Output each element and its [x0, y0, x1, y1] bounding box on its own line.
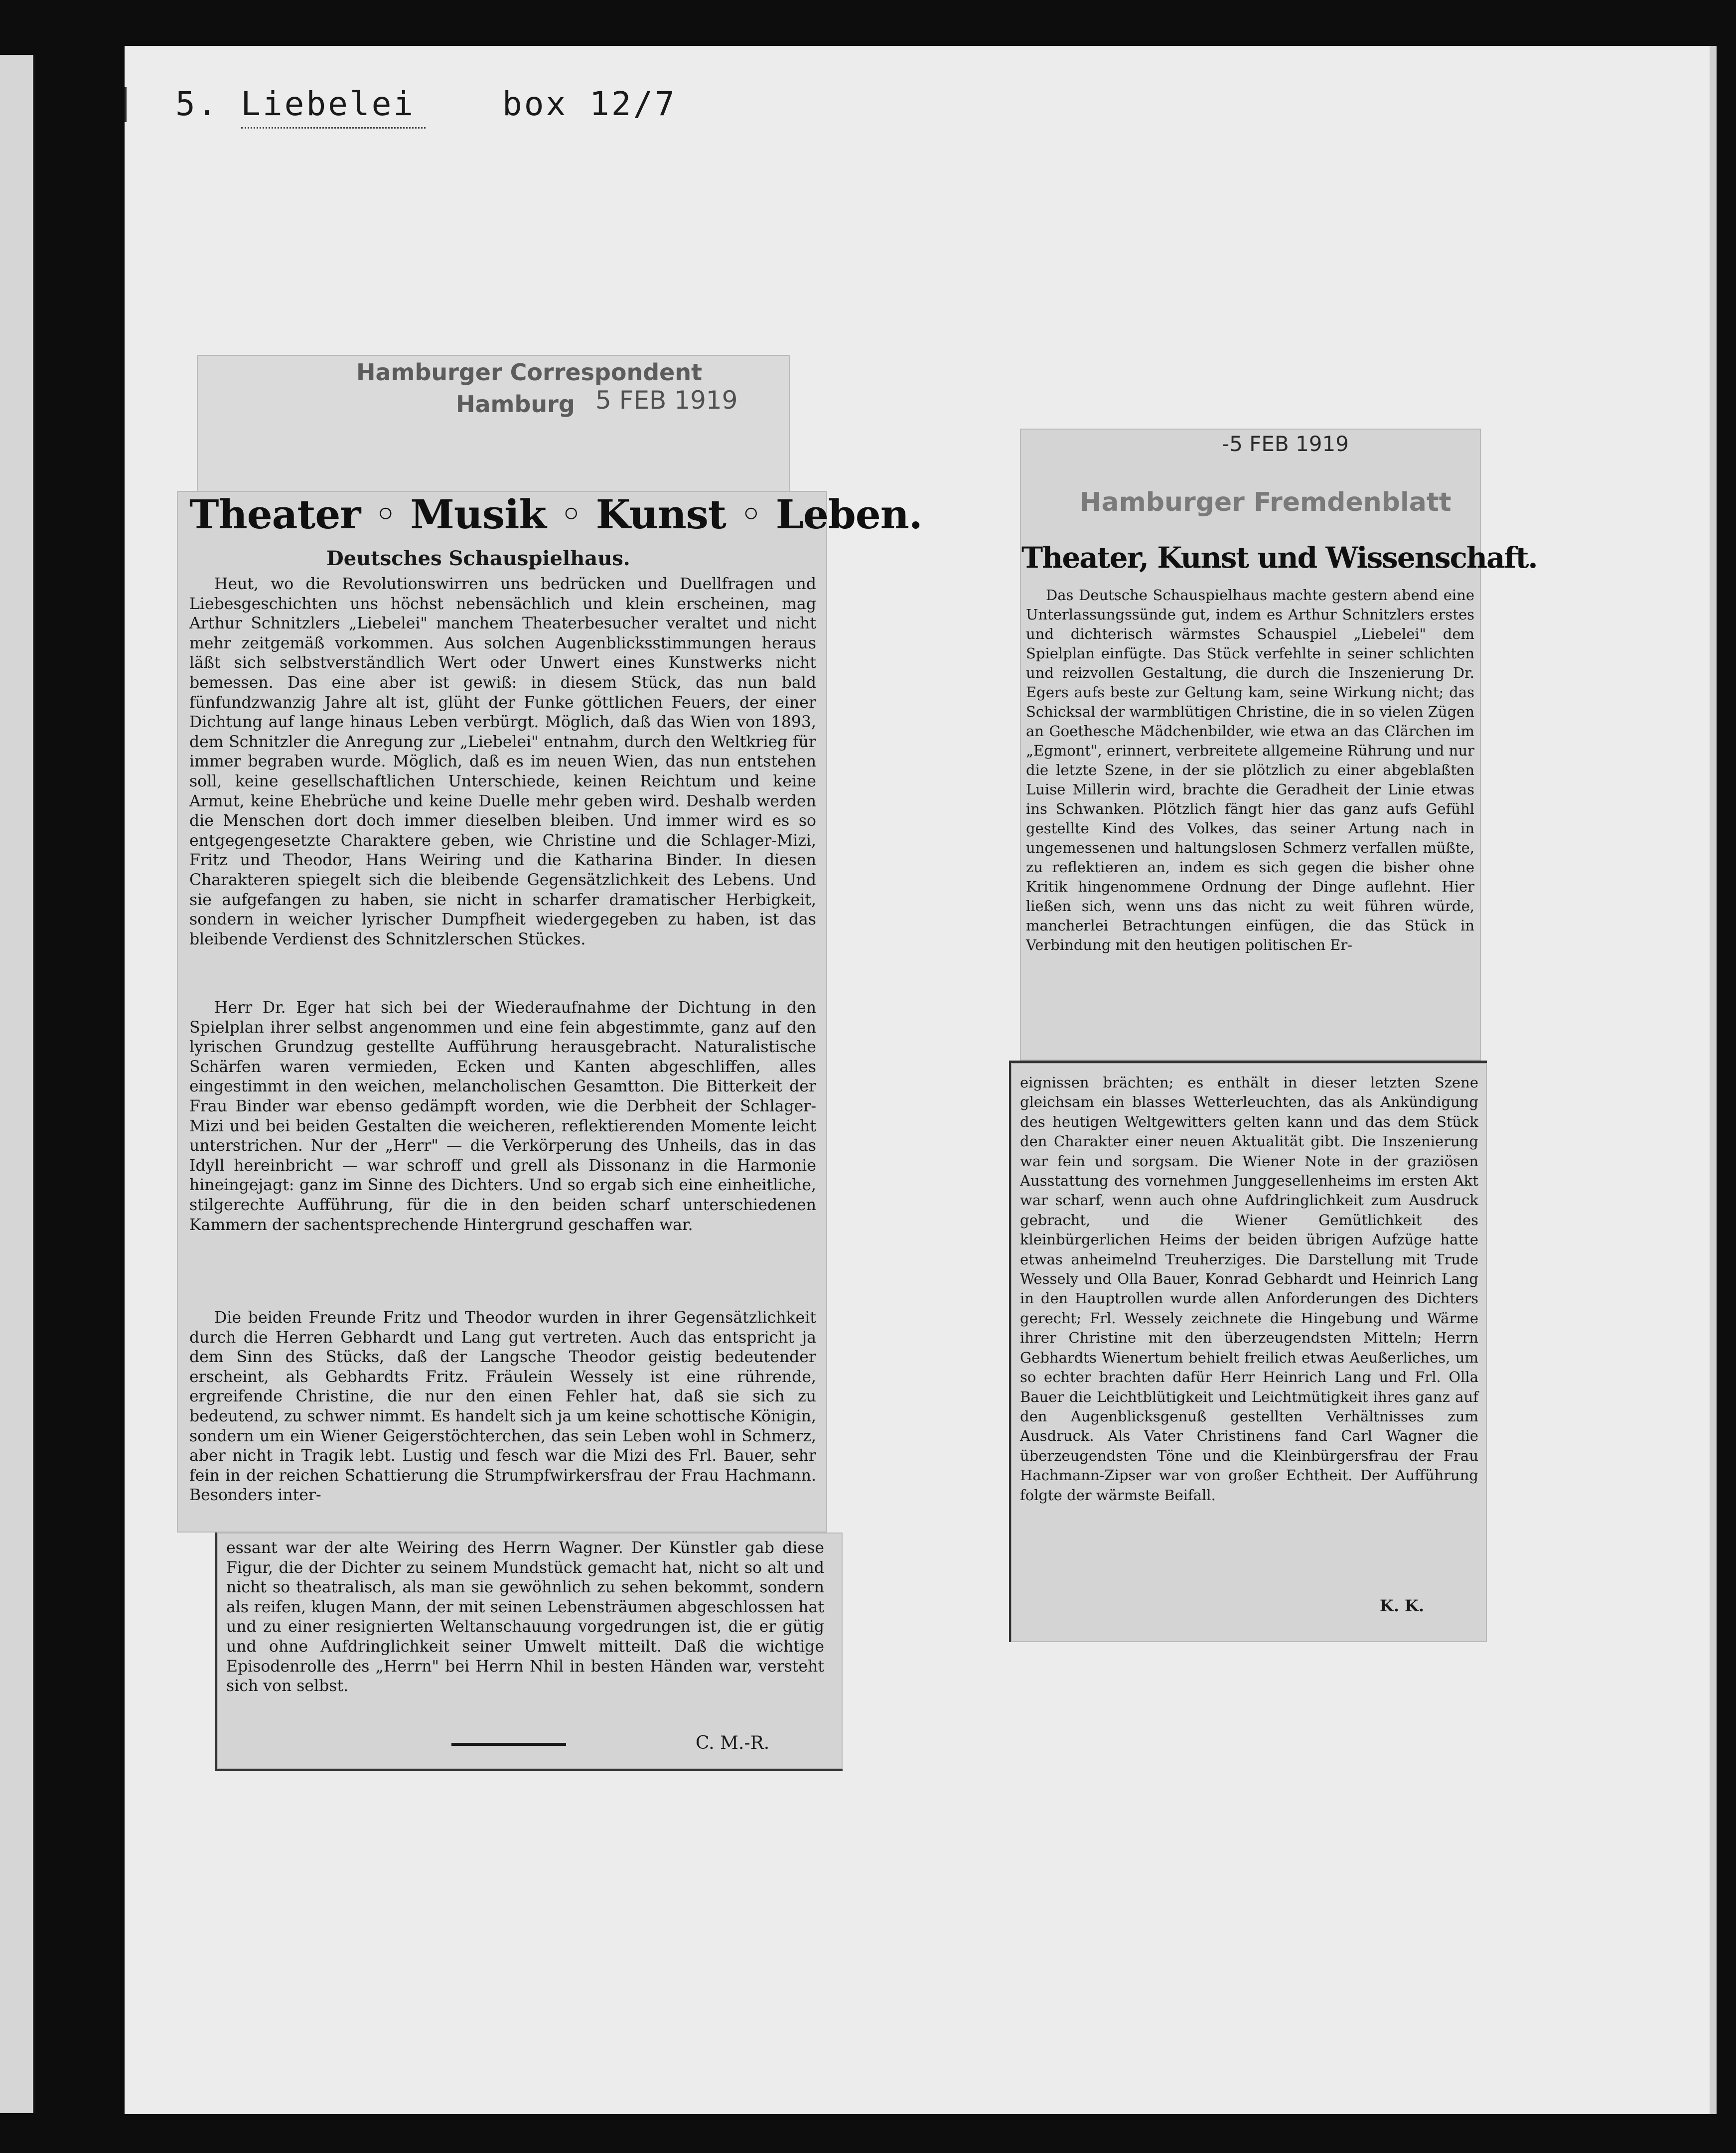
article-paragraph-right-2: eignissen brächten; es enthält in dieser letzten Szene gleichsam ein blasses Wetterleuchten, das als Ankündigung des heutigen Weltgewitters gelten kann und das dem Stück den Charakter einer neuen Aktualität gibt. Die Inszenierung war fein und sorgsam. Die Wiener Note in der graziösen Ausstattung des vornehmen Junggesellenheims im ersten Akt war scharf, wenn auch ohne Aufdringlichkeit zum Ausdruck gebracht, und die Wiener Gemütlichkeit des kleinbürgerlichen Heims der beiden übrigen Aufzüge hatte etwas anheimelnd Treuherziges. Die Darstellung mit Trude Wessely und Olla Bauer, Konrad Gebhardt und Heinrich Lang in den Hauptrollen wurde allen Anforderungen des Dichters gerecht; Frl. Wessely zeichnete die Hingebung und Wärme ihrer Christine mit den überzeugendsten Mitteln; Herrn Gebhardts Wienertum behielt freilich etwas Aeußerliches, um so echter brachten dafür Herr Heinrich Lang und Frl. Olla Bauer die Leichtblütigkeit und Leichtmütigkeit ihres ganz auf den Augenblicksgenuß gestellten Verhältnisses zum Ausdruck. Als Vater Christinens fand Carl Wagner die überzeugendsten Töne und die Kleinbürgersfrau der Frau Hachmann-Zipser war von großer Echtheit. Der Aufführung folgte der wärmste Beifall. — [1020, 1074, 1478, 1504]
article-headline: Theater ◦ Musik ◦ Kunst ◦ Leben. — [189, 491, 922, 538]
clipping-right-continuation — [1009, 1061, 1487, 1642]
stamp-date-right: -5 FEB 1919 — [1222, 432, 1349, 456]
margin-tick — [125, 87, 127, 122]
stamp-paper-name-right: Hamburger Fremdenblatt — [1080, 487, 1451, 517]
article-paragraph-2: Herr Dr. Eger hat sich bei der Wiederaufnahme der Dichtung in den Spielplan ihrer selbst angenommen und eine fein abgestimmte, ganz auf den lyrischen Grundzug gestellte Aufführung herausgebracht. Naturalistische Schärfen waren vermieden, Ecken und Kanten abgeschliffen, alles eingestimmt in den weichen, melancholischen Gesamtton. Die Bitterkeit der Frau Binder war ebenso gedämpft worden, wie die Derbheit der Schlager-Mizi und bei beiden Gestalten die weicheren, reflektierenden Momente leicht unterstrichen. Nur der „Herr" — die Verkörperung des Unheils, das in das Idyll hereinbricht — war schroff und grell als Dissonanz in die Harmonie hineingejagt: ganz im Sinne des Dichters. Und so ergab sich eine einheitliche, stilgerechte Aufführung, für die in den beiden scharf unterschiedenen Kammern der sachentsprechende Hintergrund geschaffen war. — [189, 999, 816, 1234]
clipping-left-article — [177, 491, 922, 1533]
article-paragraph-right-1: Das Deutsche Schauspielhaus machte gestern abend eine Unterlassungssünde gut, indem es Arthur Schnitzlers erstes und dichterisch wärmstes Schauspiel „Liebelei" dem Spielplan einfügte. Das Stück verfehlte in seiner schlichten und reizvollen Gestaltung, die durch die Inszenierung Dr. Egers aufs beste zur Geltung kam, seine Wirkung nicht; das Schicksal der warmblütigen Christine, die in so vielen Zügen an Goethesche Mädchenbilder, wie etwa an das Clärchen im „Egmont", erinnert, verbreitete allgemeine Rührung und nur die letzte Szene, in der sie plötzlich zu einer abgeblaßten Luise Millerin wird, brachte die Geradheit der Linie etwas ins Schwanken. Plötzlich fängt hier das ganz aufs Gefühl gestellte Kind des Volkes, das seiner Artung nach in ungemessenen und haltungslosen Schmerz verfallen müßte, zu reflektieren an, indem es sich gegen die bisher ohne Kritik hingenommene Ordnung der Dinge auflehnt. Hier ließen sich, wenn uns das nicht zu weit führen würde, mancherlei Betrachtungen einfügen, die das Stück in Verbindung mit den heutigen politischen Er- — [1026, 587, 1474, 953]
end-rule — [451, 1743, 566, 1746]
article-headline-right: Theater, Kunst und Wissenschaft. — [1021, 541, 1537, 575]
article-paragraph-1: Heut, wo die Revolutionswirren uns bedrücken und Duellfragen und Liebesgeschichten uns höchst nebensächlich und klein erscheinen, mag Arthur Schnitzlers „Liebelei" manchem Theaterbesucher veraltet und nicht mehr zeitgemäß vorkommen. Aus solchen Augenblicksstimmungen heraus läßt sich selbstverständlich Wert oder Unwert eines Kunstwerks nicht bemessen. Das eine aber ist gewiß: in diesem Stück, das nun bald fünfundzwanzig Jahre alt ist, glüht der Funke göttlichen Feuers, der einer Dichtung auf lange hinaus Leben verbürgt. Möglich, daß das Wien von 1893, dem Schnitzler die Anregung zur „Liebelei" entnahm, durch den Weltkrieg für immer begraben wurde. Möglich, daß es im neuen Wien, das nun entstehen soll, keine gesellschaftlichen Unterschiede, keinen Reichtum und keine Armut, keine Ehebrüche und keine Duelle mehr geben wird. Deshalb werden die Menschen dort doch immer dieselben bleiben. Und immer wird es so entgegengesetzte Charaktere geben, wie Christine und die Schlager-Mizi, Fritz und Theodor, Hans Weiring und die Katharina Binder. In diesen Charakteren spiegelt sich die bleibende Gegensätzlichkeit des Lebens. Und sie aufgefangen zu haben, sie nicht in scharfer dramatischer Herbigkeit, sondern in weicher lyrischer Dumpfheit wiedergegeben zu haben, ist das bleibende Verdienst des Schnitzlerschen Stückes. — [189, 575, 816, 948]
article-paragraph-3: Die beiden Freunde Fritz und Theodor wurden in ihrer Gegensätzlichkeit durch die Herren Gebhardt und Lang gut vertreten. Auch das entspricht ja dem Sinn des Stücks, daß der Langsche Theodor geistig bedeutender erscheint, als Gebhardts Fritz. Fräulein Wessely ist eine rührende, ergreifende Christine, die nur den einen Fehler hat, daß sie sich zu bedeutend, zu schwer nimmt. Es handelt sich ja um keine schottische Königin, sondern um ein Wiener Geigerstöchterchen, das sein Leben wohl in Schmerz, aber nicht in Tragik lebt. Lustig und fesch war die Mizi des Frl. Bauer, sehr fein in der reichen Schattierung die Strumpfwirkersfrau der Frau Hachmann. Besonders inter- — [189, 1309, 816, 1505]
article-signature: C. M.-R. — [696, 1733, 770, 1753]
clipping-left-stamp-area — [197, 355, 790, 497]
article-signature-right: K. K. — [1380, 1596, 1425, 1615]
stamp-date: 5 FEB 1919 — [595, 386, 738, 415]
stamp-paper-name: Hamburger Correspondent — [356, 359, 703, 386]
folder-label: 5. Liebelei box 12/7 — [175, 85, 677, 123]
clipping-right-article — [1020, 429, 1537, 1061]
stamp-city: Hamburg — [456, 391, 575, 418]
article-continuation: essant war der alte Weiring des Herrn Wagner. Der Künstler gab diese Figur, die der Dichter zu seinem Mundstück gemacht hat, nicht so alt und nicht so theatralisch, als man sie gewöhnlich zu sehen bekommt, sondern als reifen, klugen Mann, der mit seinen Lebensträumen abgeschlossen hat und zu einer resignierten Weltanschauung vorgedrungen ist, die er gütig und ohne Aufdringlichkeit seiner Umwelt mitteilt. Daß die wichtige Episodenrolle des „Herrn" bei Herrn Nhil in besten Händen war, versteht sich von selbst. — [226, 1539, 824, 1695]
title-underline — [241, 126, 426, 129]
clipping-left-continuation — [215, 1533, 843, 1771]
adjacent-page-edge — [0, 55, 34, 2113]
article-section: Deutsches Schauspielhaus. — [326, 547, 630, 570]
